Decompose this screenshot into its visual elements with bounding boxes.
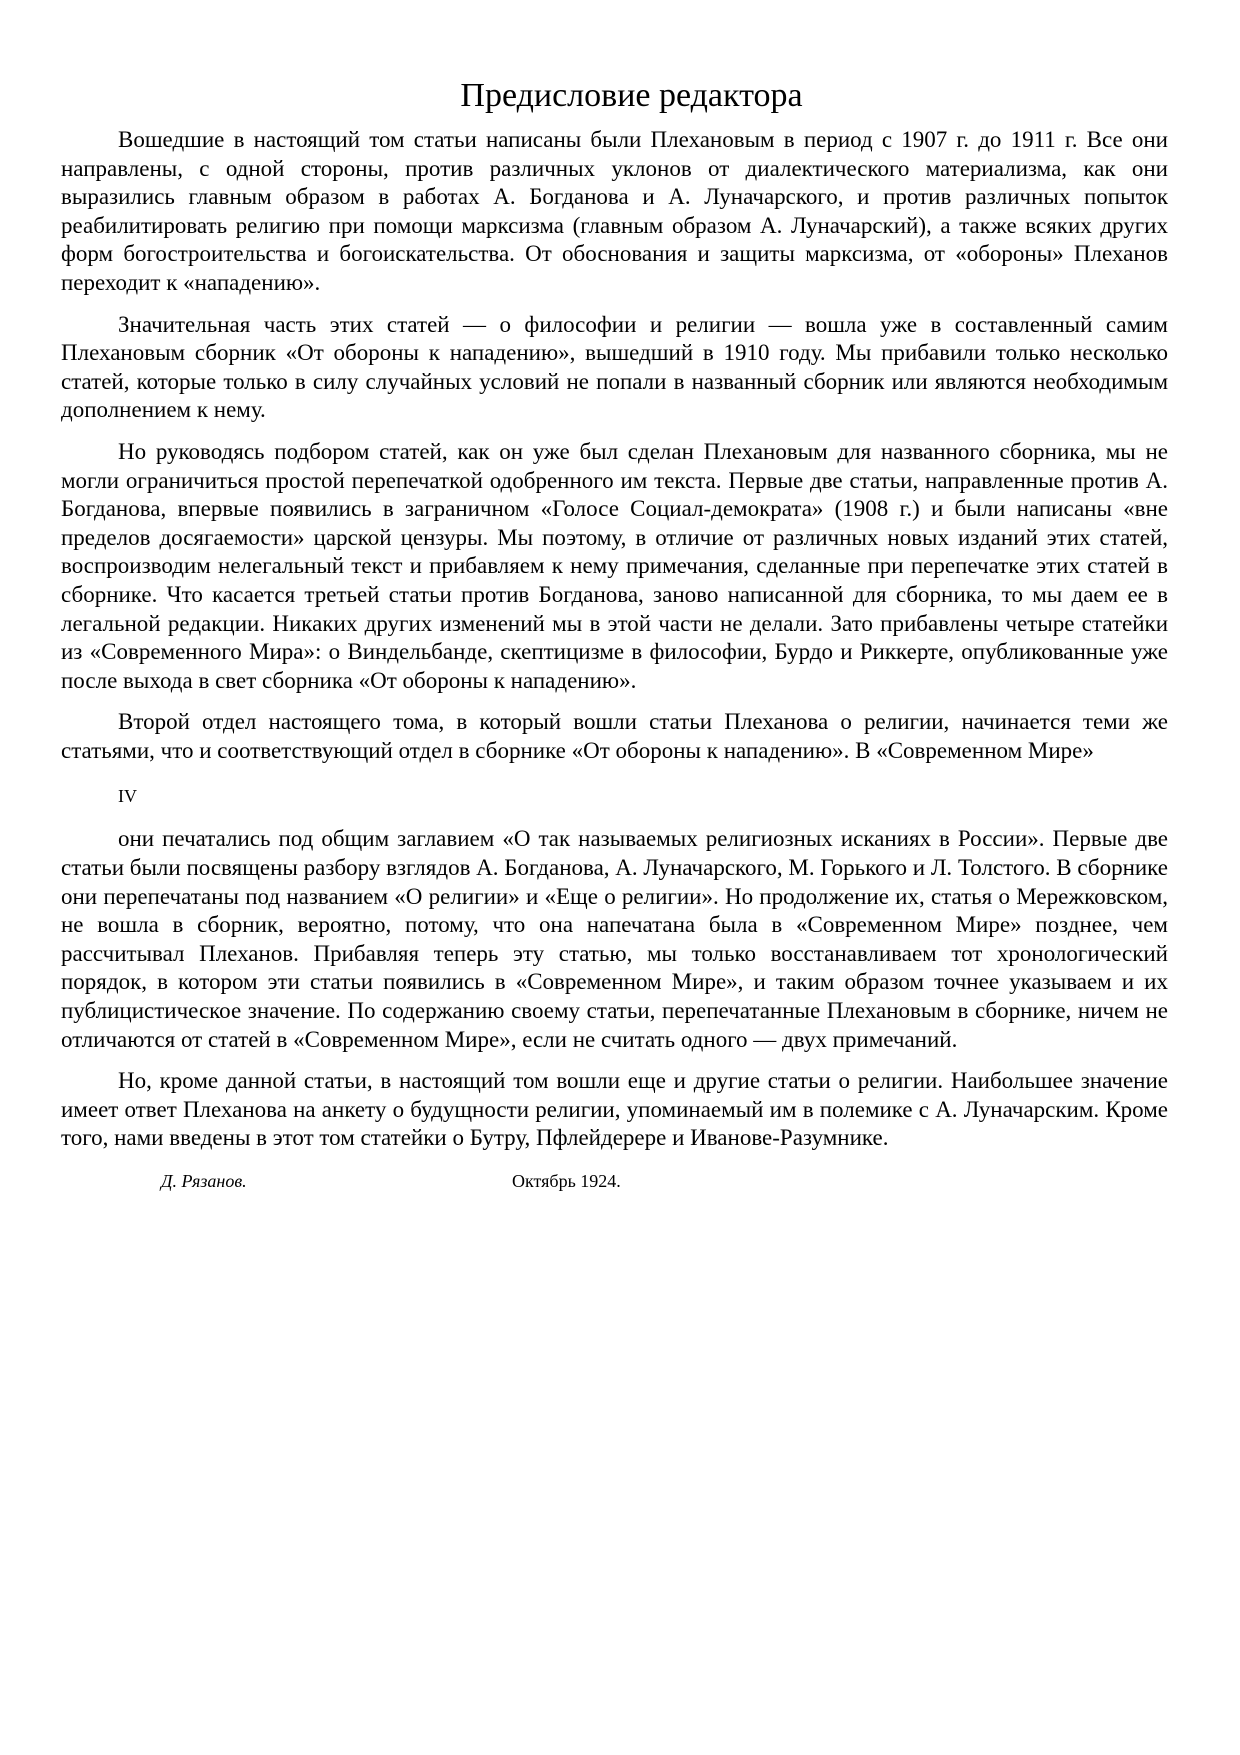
document-page xyxy=(61,0,1168,1194)
paragraph-6: Но, кроме данной статьи, в настоящий том вошли еще и другие статьи о религии. Наибольшее значение имеет ответ Плеханова на анкету о будущности религии, упоминаемый им в полемике с А. Луначарским. Кроме того, нами введены в этот том статейки о Бутру, Пфлейдерере и Иванове-Разумнике. xyxy=(61,1068,1168,1151)
paragraph-3: Но руководясь подбором статей, как он уже был сделан Плехановым для названного сборника, мы не могли ограничиться простой перепечаткой одобренного им текста. Первые две статьи, направленные против А. Богданова, впервые появились в заграничном «Голосе Социал-демократа» (1908 г.) и были написаны «вне пределов досягаемости» царской цензуры. Мы поэтому, в отличие от различных новых изданий этих статей, воспроизводим нелегальный текст и прибавляем к нему примечания, сделанные при перепечатке этих статей в сборнике. Что касается третьей статьи против Богданова, заново написанной для сборника, то мы даем ее в легальной редакции. Никаких других изменений мы в этой части не делали. Зато прибавлены четыре статейки из «Современного Мира»: о Виндельбанде, скептицизме в философии, Бурдо и Риккерте, опубликованные уже после выхода в свет сборника «От обороны к нападению». xyxy=(61,438,1168,693)
paragraph-1: Вошедшие в настоящий том статьи написаны были Плехановым в период с 1907 г. до 1911 г. Все они направлены, с одной стороны, против различных уклонов от диалектического материализма, как они выразились главным образом в работах А. Богданова и А. Луначарского, и против различных попыток реабилитировать религию при помощи марксизма (главным образом А. Луначарский), а также всяких других форм богостроительства и богоискательства. От обоснования и защиты марксизма, от «обороны» Плеханов переходит к «нападению». xyxy=(61,127,1168,295)
signature-author: Д. Рязанов. xyxy=(161,1171,247,1191)
document-title: Предисловие редактора xyxy=(460,77,803,114)
paragraph-4: Второй отдел настоящего тома, в который вошли статьи Плеханова о религии, начинается теми же статьями, что и соответствующий отдел в сборнике «От обороны к нападению». В «Современном Мире» xyxy=(61,709,1168,763)
paragraph-2: Значительная часть этих статей — о философии и религии — вошла уже в составленный самим Плехановым сборник «От обороны к нападению», вышедший в 1910 году. Мы прибавили только несколько статей, которые только в силу случайных условий не попали в названный сборник или являются необходимым дополнением к нему. xyxy=(61,311,1168,423)
paragraph-5: они печатались под общим заглавием «О так называемых религиозных исканиях в России». Первые две статьи были посвящены разбору взглядов А. Богданова, А. Луначарского, М. Горького и Л. Толстого. В сборнике они перепечатаны под названием «О религии» и «Еще о религии». Но продолжение их, статья о Мережковском, не вошла в сборник, вероятно, потому, что она напечатана была в «Современном Мире» позднее, чем рассчитывал Плеханов. Прибавляя теперь эту статью, мы только восстанавливаем тот хронологический порядок, в котором эти статьи появились в «Современном Мире», и таким образом точнее указываем и их публицистическое значение. По содержанию своему статьи, перепечатанные Плехановым в сборнике, ничем не отличаются от статей в «Современном Мире», если не считать одного — двух примечаний. xyxy=(61,826,1168,1052)
signature-line xyxy=(61,1170,1168,1194)
signature-date: Октябрь 1924. xyxy=(512,1171,621,1191)
page-number: IV xyxy=(118,786,137,807)
